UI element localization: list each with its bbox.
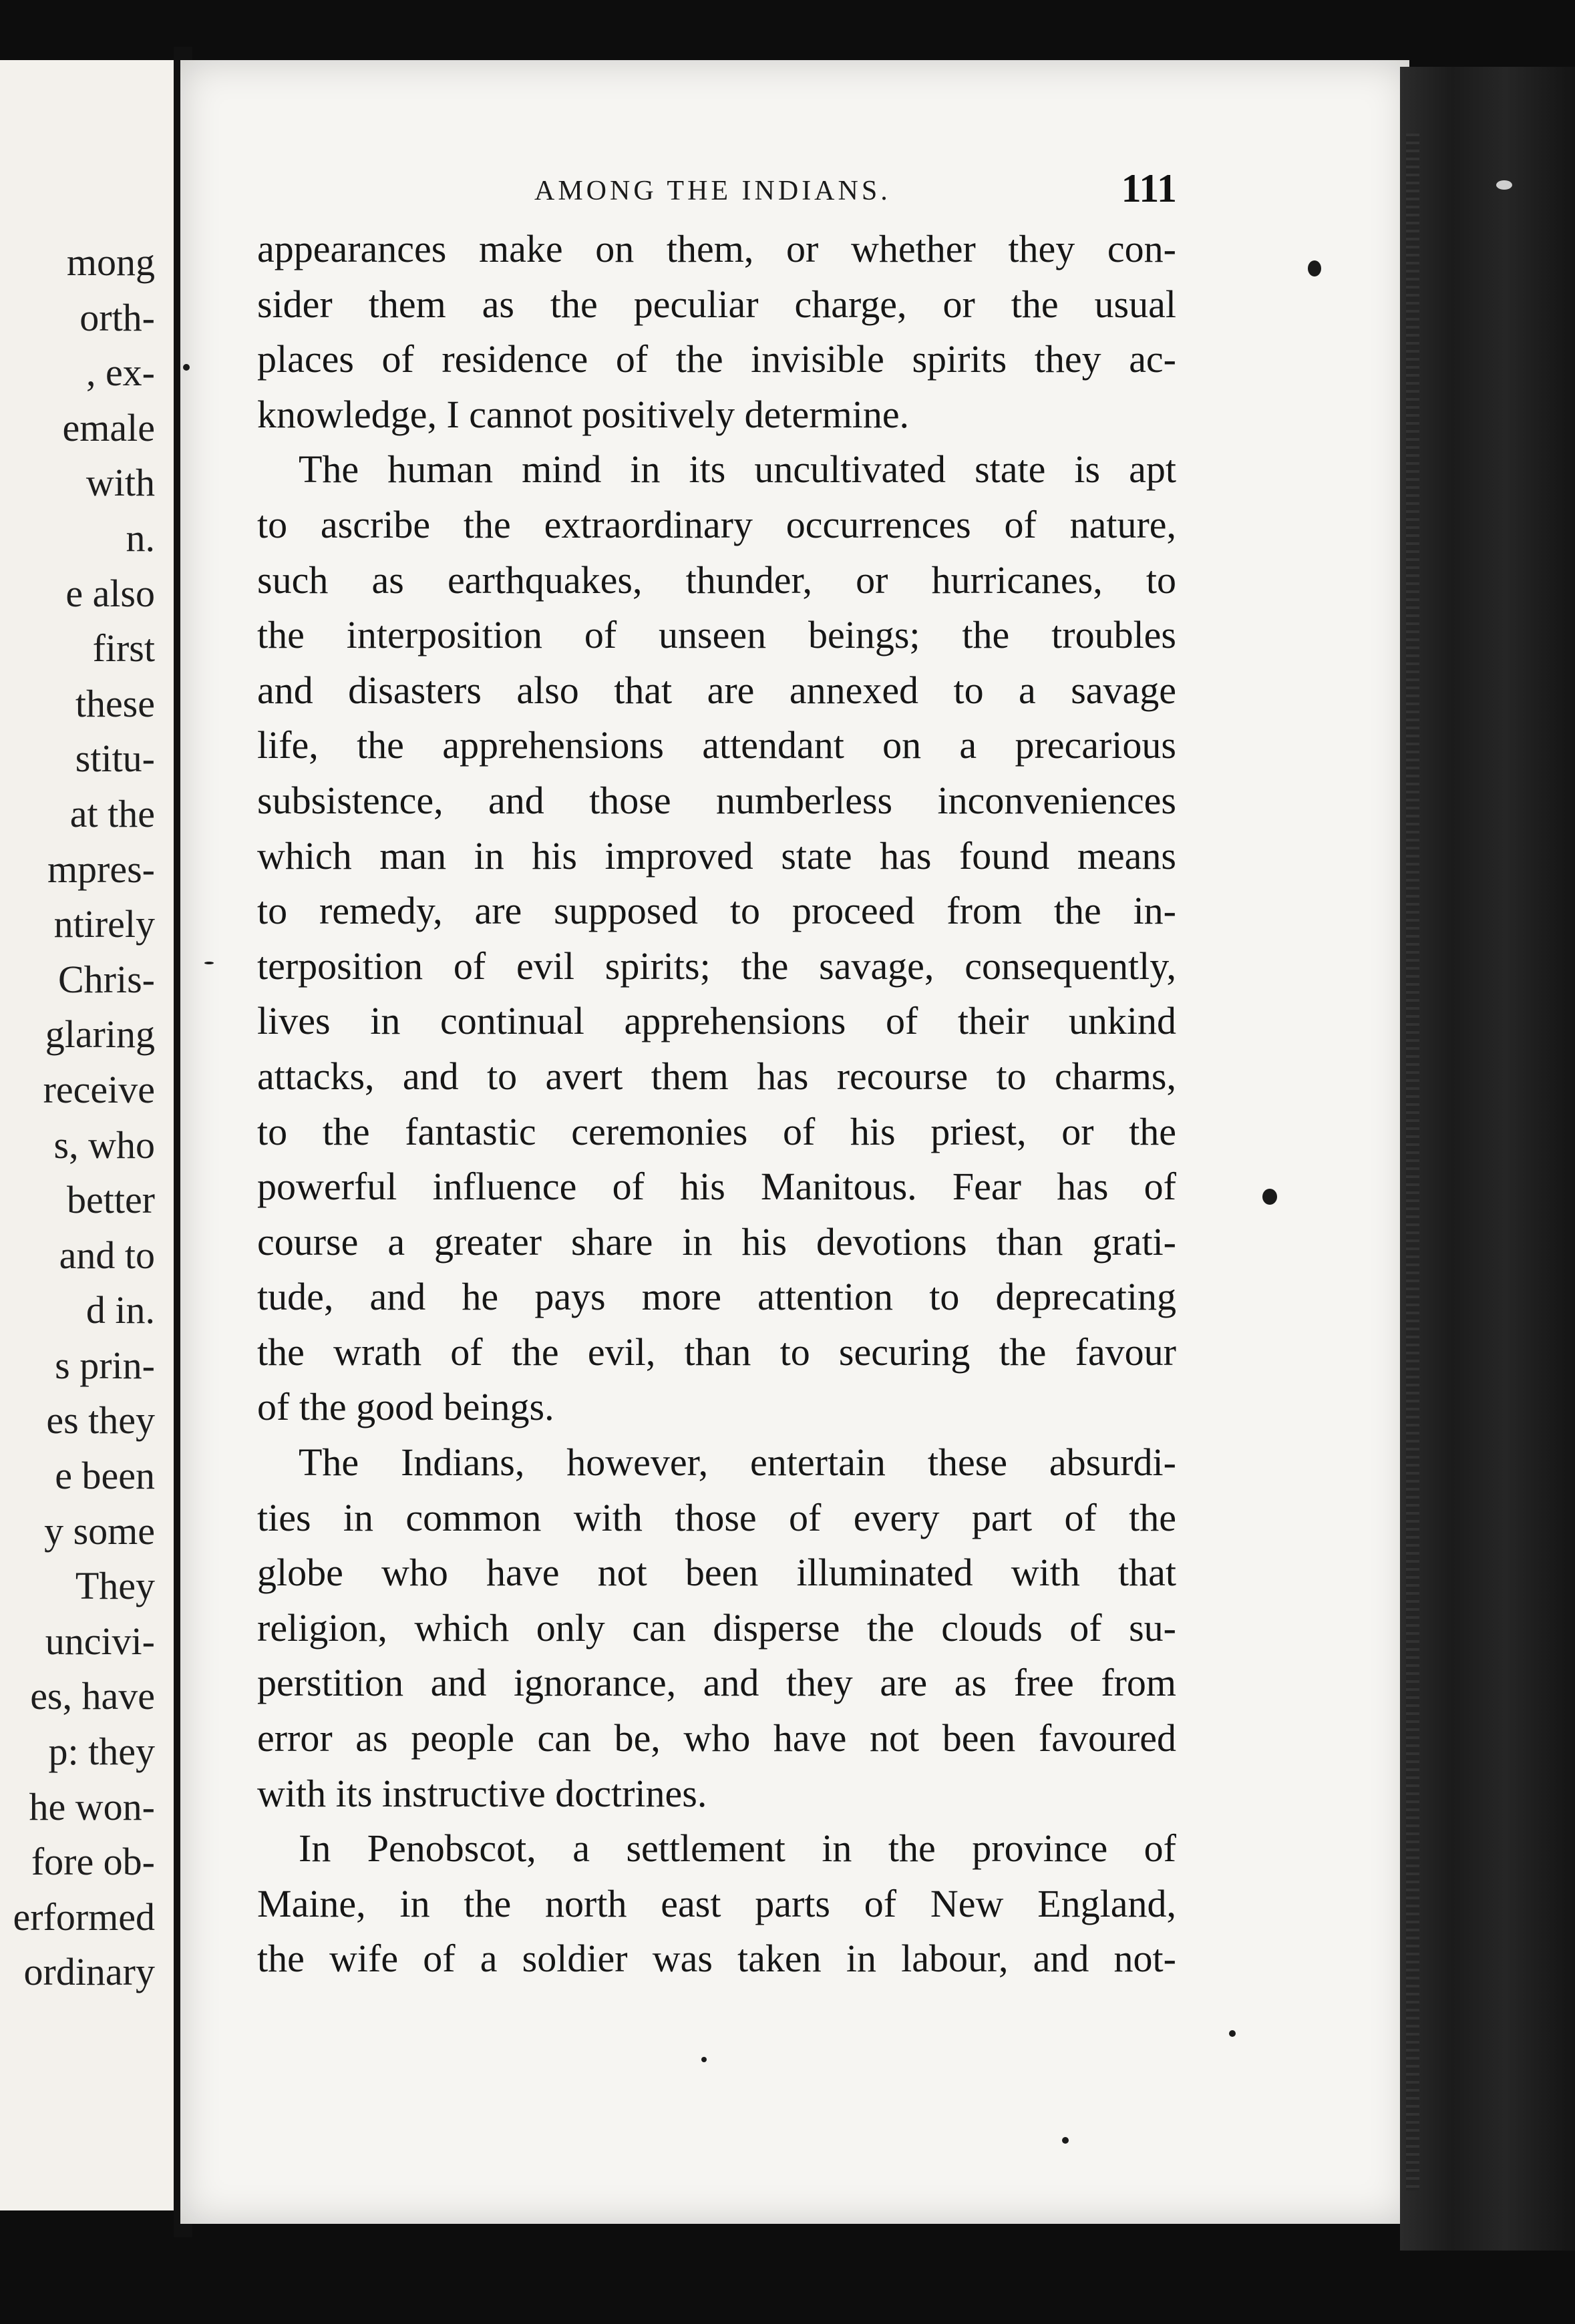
text-line: places of residence of the invisible spirits they ac- [257, 337, 1176, 381]
scan-speck [1496, 180, 1512, 190]
text-line: attacks, and to avert them has recourse to charms, [257, 1054, 1176, 1098]
scan-speck [1229, 2030, 1236, 2037]
text-line: appearances make on them, or whether they con- [257, 227, 1176, 270]
facing-line: y some [44, 1509, 155, 1553]
paragraph-first-line: The human mind in its uncultivated state is apt [299, 447, 1176, 492]
text-line: terposition of evil spirits; the savage, consequently, [257, 944, 1176, 988]
facing-line: , ex- [85, 351, 155, 395]
scan-speck [1262, 1189, 1277, 1205]
facing-line: better [66, 1178, 155, 1222]
text-line: sider them as the peculiar charge, or the usual [257, 282, 1176, 326]
text-line: perstition and ignorance, and they are as free from [257, 1661, 1176, 1705]
text-line: ties in common with those of every part of the [257, 1495, 1176, 1539]
text-line: which man in his improved state has found means [257, 833, 1176, 878]
text-line: religion, which only can disperse the clouds of su- [257, 1605, 1176, 1650]
facing-line: p: they [48, 1730, 155, 1774]
page-header [534, 166, 1177, 212]
text-line: subsistence, and those numberless inconveniences [257, 778, 1176, 822]
running-head: AMONG THE INDIANS. [534, 176, 891, 206]
text-line: Maine, in the north east parts of New England, [257, 1881, 1176, 1925]
facing-line: receive [43, 1067, 155, 1111]
facing-page-text [0, 235, 155, 2000]
text-line: error as people can be, who have not been favoured [257, 1716, 1176, 1760]
text-line: life, the apprehensions attendant on a precarious [257, 723, 1176, 767]
text-line: and disasters also that are annexed to a savage [257, 668, 1176, 712]
facing-line: glaring [45, 1012, 155, 1056]
text-line: the wife of a soldier was taken in labour, and not- [257, 1937, 1176, 1981]
text-line: lives in continual apprehensions of their unkind [257, 999, 1176, 1043]
text-line: such as earthquakes, thunder, or hurricanes, to [257, 558, 1176, 602]
page-stack-edge [1406, 134, 1419, 2190]
text-line: course a greater share in his devotions than grati- [257, 1219, 1176, 1264]
facing-line: s prin- [55, 1343, 155, 1387]
text-line: globe who have not been illuminated with that [257, 1551, 1176, 1595]
text-line: tude, and he pays more attention to deprecating [257, 1275, 1176, 1319]
scan-speck [183, 364, 190, 371]
page-body [257, 222, 1176, 1987]
facing-line: mong [66, 240, 155, 284]
facing-line: stitu- [75, 737, 155, 781]
facing-line: he won- [29, 1784, 155, 1828]
facing-line: uncivi- [45, 1619, 155, 1663]
facing-line: es, have [30, 1674, 155, 1718]
paragraph-first-line: The Indians, however, entertain these absurdi- [299, 1440, 1176, 1485]
text-line: the interposition of unseen beings; the troubles [257, 613, 1176, 657]
text-line: to remedy, are supposed to proceed from the in- [257, 889, 1176, 933]
text-line: powerful influence of his Manitous. Fear has of [257, 1165, 1176, 1209]
facing-line: e been [55, 1454, 155, 1498]
facing-line: first [92, 626, 155, 670]
facing-line: s, who [53, 1123, 155, 1167]
facing-line: these [75, 681, 155, 725]
text-line: knowledge, I cannot positively determine. [257, 392, 910, 436]
facing-line: They [75, 1564, 155, 1608]
facing-line: emale [62, 405, 155, 449]
facing-line: fore ob- [31, 1840, 155, 1884]
text-line: the wrath of the evil, than to securing the favour [257, 1330, 1176, 1374]
scan-speck [204, 962, 214, 964]
facing-line: erformed [13, 1895, 155, 1939]
facing-line: ntirely [53, 902, 155, 946]
facing-line: d in. [85, 1288, 155, 1332]
facing-line: n. [126, 516, 155, 560]
scan-speck [1062, 2137, 1069, 2144]
scan-speck [701, 2057, 707, 2062]
facing-line: ordinary [23, 1950, 155, 1994]
facing-page-fragment [0, 60, 178, 2210]
page-edge-shadow [1400, 67, 1575, 2251]
scan-speck [1308, 260, 1321, 276]
facing-line: e also [65, 571, 155, 615]
facing-line: Chris- [58, 957, 155, 1001]
facing-line: and to [59, 1233, 155, 1277]
text-line: of the good beings. [257, 1385, 554, 1429]
facing-line: mpres- [47, 847, 155, 891]
page-number: 111 [1121, 166, 1177, 210]
text-line: with its instructive doctrines. [257, 1771, 707, 1815]
facing-line: es they [46, 1398, 155, 1442]
facing-line: with [85, 461, 155, 505]
facing-line: at the [69, 791, 155, 835]
text-line: to the fantastic ceremonies of his priest, or the [257, 1109, 1176, 1153]
facing-line: orth- [79, 295, 155, 339]
paragraph-first-line: In Penobscot, a settlement in the province of [299, 1826, 1176, 1871]
text-line: to ascribe the extraordinary occurrences of nature, [257, 502, 1176, 546]
